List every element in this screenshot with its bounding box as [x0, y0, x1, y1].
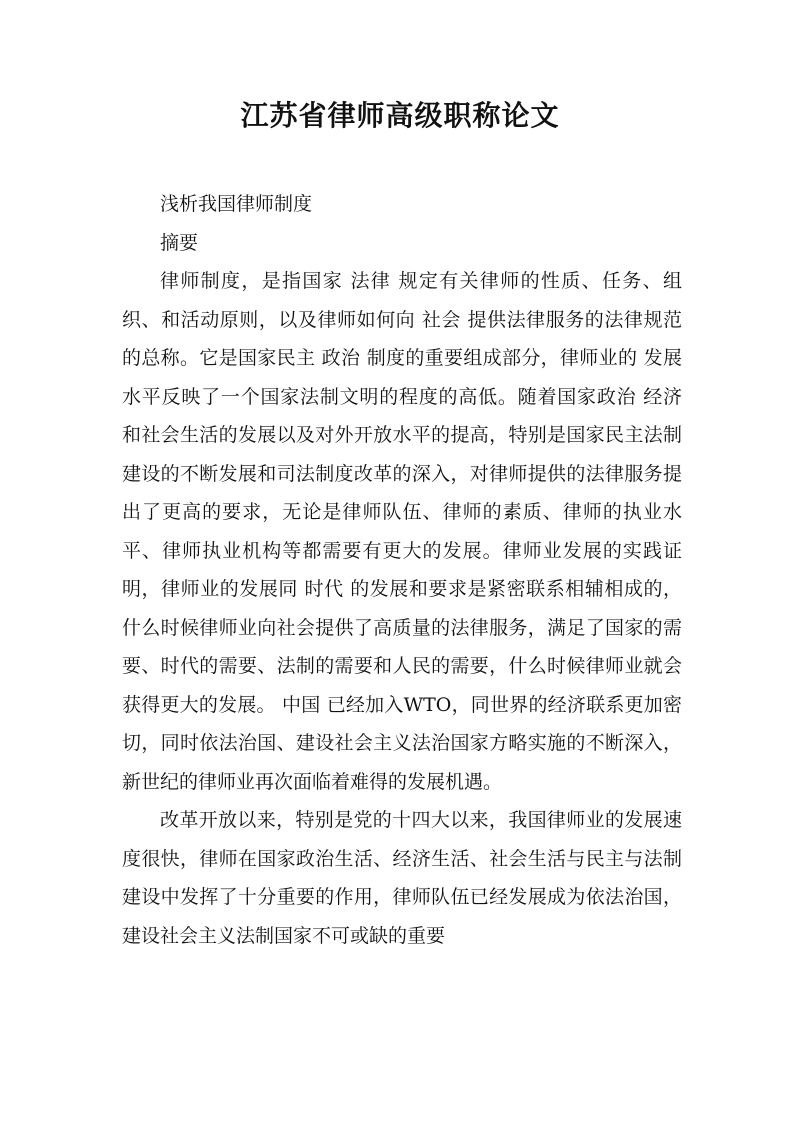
body-paragraph: 改革开放以来，特别是党的十四大以来，我国律师业的发展速度很快，律师在国家政治生活、经济生活、社会生活与民主与法制建设中发挥了十分重要的作用，律师队伍已经发展成为依法治国，建设社会主义法制国家不可或缺的重要	[122, 809, 682, 947]
abstract-paragraph: 律师制度，是指国家 法律 规定有关律师的性质、任务、组织、和活动原则，以及律师如何向 社会 提供法律服务的法律规范的总称。它是国家民主 政治 制度的重要组成部分，律师业的 发展 水平反映了一个国家法制文明的程度的高低。随着国家政治 经济 和社会生活的发展以及对外开放水平的提高，特别是国家民主法制建设的不断发展和司法制度改革的深入，对律师提供的法律服务提出了更高的要求，无论是律师队伍、律师的素质、律师的执业水平、律师执业机构等都需要有更大的发展。律师业发展的实践证明，律师业的发展同 时代 的发展和要求是紧密联系相辅相成的，什么时候律师业向社会提供了高质量的法律服务，满足了国家的需要、时代的需要、法制的需要和人民的需要，什么时候律师业就会获得更大的发展。 中国 已经加入WTO，同世界的经济联系更加密切，同时依法治国、建设社会主义法治国家方略实施的不断深入，新世纪的律师业再次面临着难得的发展机遇。	[122, 270, 682, 793]
document-title: 江苏省律师高级职称论文	[240, 99, 560, 132]
paper-heading: 浅析我国律师制度	[160, 193, 313, 215]
abstract-heading: 摘要	[160, 231, 199, 254]
document-body	[122, 185, 682, 955]
